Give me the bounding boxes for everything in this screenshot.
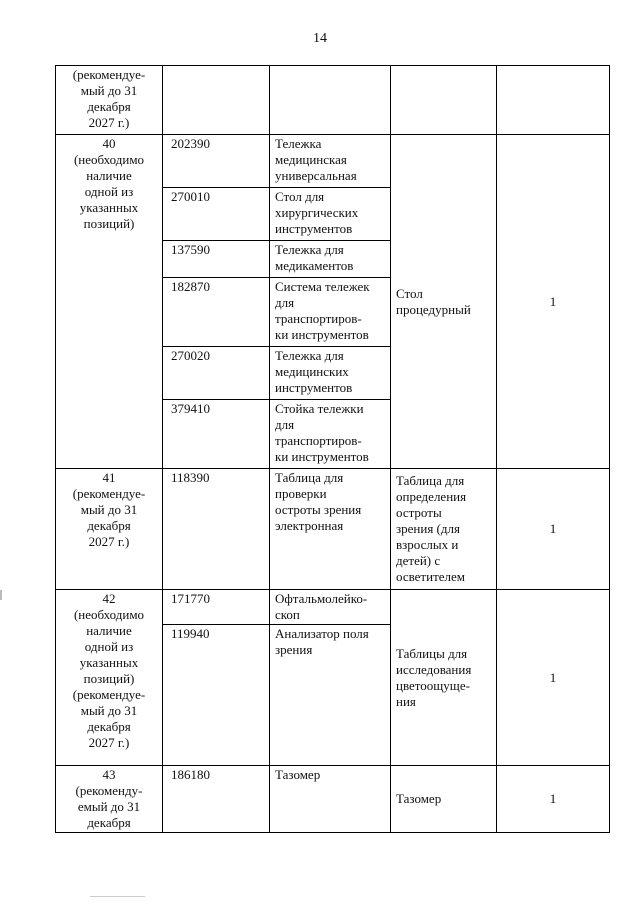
position-number-cell: 43 (рекоменду- емый до 31 декабря [56,766,163,833]
equipment-table [55,65,610,833]
product-name-cell: Стойка тележки для транспортиров- ки инструментов [270,400,391,469]
device-name-cell: Тазомер [391,766,497,833]
product-code-cell: 270020 [163,347,270,400]
table-row [56,590,610,625]
device-name-cell [391,66,497,135]
quantity-cell: 1 [497,135,610,469]
product-code-cell: 137590 [163,241,270,278]
scan-artifact [0,590,2,600]
quantity-cell: 1 [497,469,610,590]
product-name-cell: Анализатор поля зрения [270,625,391,766]
device-name-cell: Таблицы для исследования цветоощуще- ния [391,590,497,766]
position-number-cell: (рекомендуе- мый до 31 декабря 2027 г.) [56,66,163,135]
product-name-cell: Стол для хирургических инструментов [270,188,391,241]
product-name-cell: Тазомер [270,766,391,833]
quantity-cell: 1 [497,590,610,766]
table-row [56,135,610,188]
product-name-cell: Тележка для медицинских инструментов [270,347,391,400]
product-code-cell: 379410 [163,400,270,469]
table-row [56,469,610,590]
product-name-cell: Тележка для медикаментов [270,241,391,278]
device-name-cell: Стол процедурный [391,135,497,469]
product-code-cell [163,66,270,135]
product-code-cell: 119940 [163,625,270,766]
position-number-cell: 40 (необходимо наличие одной из указанных позиций) [56,135,163,469]
position-number-cell: 42 (необходимо наличие одной из указанных позиций) (рекомендуе- мый до 31 декабря 2027 г.) [56,590,163,766]
product-code-cell: 186180 [163,766,270,833]
position-number-cell: 41 (рекомендуе- мый до 31 декабря 2027 г.) [56,469,163,590]
product-name-cell: Тележка медицинская универсальная [270,135,391,188]
product-code-cell: 118390 [163,469,270,590]
table-row [56,66,610,135]
product-code-cell: 171770 [163,590,270,625]
product-name-cell [270,66,391,135]
scan-artifact [90,896,145,897]
quantity-cell [497,66,610,135]
product-code-cell: 202390 [163,135,270,188]
page-number: 14 [313,31,327,46]
product-name-cell: Таблица для проверки остроты зрения электронная [270,469,391,590]
quantity-cell: 1 [497,766,610,833]
table-row [56,766,610,833]
product-name-cell: Офтальмолейко- скоп [270,590,391,625]
device-name-cell: Таблица для определения остроты зрения (для взрослых и детей) с осветителем [391,469,497,590]
product-name-cell: Система тележек для транспортиров- ки инструментов [270,278,391,347]
product-code-cell: 270010 [163,188,270,241]
product-code-cell: 182870 [163,278,270,347]
